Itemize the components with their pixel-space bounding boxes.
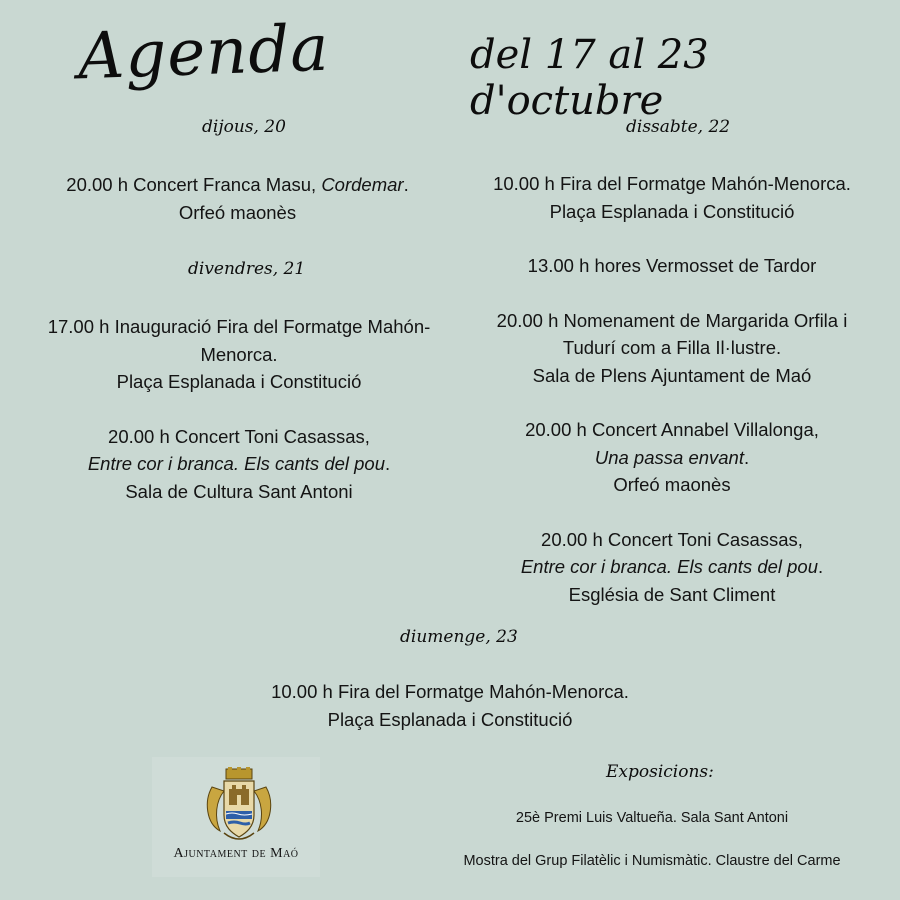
event-line bbox=[0, 450, 478, 478]
event-item bbox=[447, 416, 897, 499]
event-venue: Orfeó maonès bbox=[613, 474, 731, 495]
event-line: 20.00 h Nomenament de Margarida Orfila i bbox=[496, 309, 848, 331]
exhibition-item: 25è Premi Luis Valtueña. Sala Sant Antoni bbox=[515, 810, 789, 826]
event-title: Entre cor i branca. Els cants del pou bbox=[87, 453, 386, 474]
event-punct: . bbox=[385, 453, 391, 474]
event-line: 10.00 h Fira del Formatge Mahón-Menorca. bbox=[271, 681, 629, 702]
event-item bbox=[447, 526, 897, 609]
event-line: Menorca. bbox=[200, 343, 278, 365]
sunday-events bbox=[0, 678, 900, 760]
day-label-saturday: dissabte, 22 bbox=[626, 117, 731, 137]
friday-events bbox=[0, 313, 478, 532]
event-line: 17.00 h Inauguració Fira del Formatge Mahón- bbox=[47, 316, 431, 337]
exhibitions-title: Exposicions: bbox=[606, 762, 714, 782]
event-item bbox=[0, 678, 900, 733]
saturday-events bbox=[447, 170, 897, 635]
event-text: 20.00 h Concert Franca Masu, bbox=[66, 174, 322, 195]
event-punct: . bbox=[818, 556, 824, 577]
event-venue: Plaça Esplanada i Constitució bbox=[327, 708, 573, 730]
town-hall-logo bbox=[152, 757, 320, 877]
event-venue: Orfeó maonès bbox=[178, 201, 297, 223]
event-item bbox=[0, 423, 478, 506]
event-line bbox=[0, 171, 475, 199]
event-punct: . bbox=[744, 446, 750, 468]
event-venue: Plaça Esplanada i Constitució bbox=[116, 371, 362, 392]
event-item bbox=[0, 171, 475, 226]
logo-caption: Ajuntament de Maó bbox=[173, 846, 299, 861]
coat-of-arms-icon bbox=[204, 767, 274, 843]
event-venue: Sala de Plens Ajuntament de Maó bbox=[532, 364, 812, 386]
event-item bbox=[447, 252, 897, 280]
event-title: Una passa envant bbox=[594, 446, 744, 468]
thursday-events bbox=[0, 171, 475, 253]
event-line bbox=[447, 553, 897, 581]
event-venue: Sala de Cultura Sant Antoni bbox=[125, 480, 353, 502]
event-line bbox=[447, 444, 897, 472]
event-item bbox=[0, 313, 478, 396]
event-item bbox=[447, 307, 897, 390]
event-item bbox=[447, 170, 897, 225]
event-line: Tudurí com a Filla Il·lustre. bbox=[562, 337, 782, 358]
event-line: 20.00 h Concert Annabel Villalonga, bbox=[525, 419, 819, 440]
day-label-sunday: diumenge, 23 bbox=[400, 627, 518, 647]
event-title: Entre cor i branca. Els cants del pou bbox=[520, 556, 819, 577]
page-title: Agenda bbox=[76, 11, 331, 95]
event-title: Cordemar bbox=[321, 174, 404, 195]
event-punct: . bbox=[403, 174, 409, 195]
event-venue: Plaça Esplanada i Constitució bbox=[549, 200, 795, 222]
event-venue: Església de Sant Climent bbox=[568, 583, 776, 605]
event-line: 13.00 h hores Vermosset de Tardor bbox=[527, 255, 817, 276]
event-line: 20.00 h Concert Toni Casassas, bbox=[108, 425, 370, 447]
day-label-thursday: dijous, 20 bbox=[202, 117, 286, 137]
date-range-title: del 17 al 23 d'octubre bbox=[470, 32, 709, 124]
day-label-friday: divendres, 21 bbox=[188, 259, 306, 279]
exhibition-item: Mostra del Grup Filatèlic i Numismàtic. Claustre del Carme bbox=[463, 853, 841, 869]
event-line: 10.00 h Fira del Formatge Mahón-Menorca. bbox=[493, 173, 851, 194]
event-line: 20.00 h Concert Toni Casassas, bbox=[541, 528, 803, 550]
